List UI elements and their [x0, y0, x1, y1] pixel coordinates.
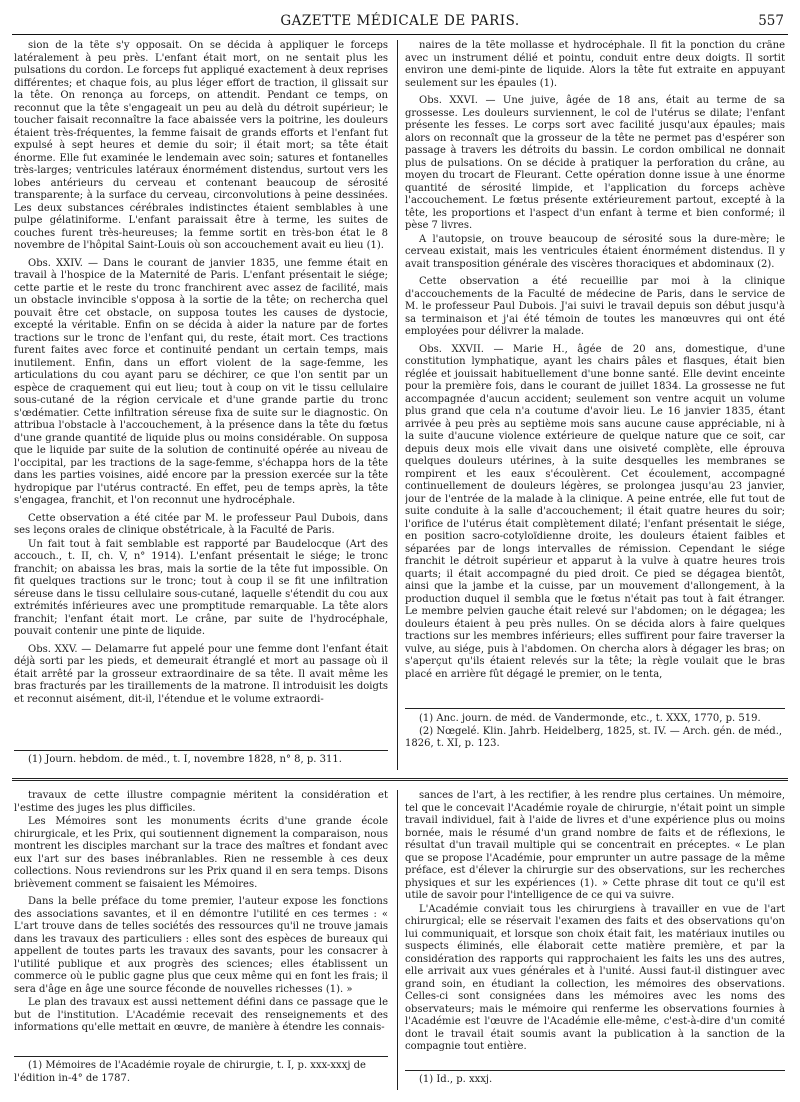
upper-right-column [405, 40, 785, 705]
paragraph-obs-xxvii: Obs. XXVII. — Marie H., âgée de 20 ans, domestique, d'une constitution lymphatique, ayant les chairs pâles et flasques, était bien réglée et jouissait habituellement d'une bonne santé. Elle devint enceinte pour la première fois, dans le courant de juillet 1834. La grossesse ne fut accompagnée d'aucun accident; seulement son ventre acquit un volume plus grand que cela n'a coutume d'avoir lieu. Le 16 janvier 1835, étant arrivée à peu près au septième mois sans aucune cause appréciable, ni à la suite d'aucune violence extérieure de quelque nature que ce soit, car depuis deux mois elle vivait dans une oisiveté complète, elle éprouva quelques douleurs utérines, à la suite desquelles les membranes se rompirent et les eaux s'écoulèrent. Cet écoulement, accompagné continuellement de douleurs légères, se prolongea jusqu'au 23 janvier, jour de l'entrée de la malade à la clinique. A peine entrée, elle fut tout de suite conduite à la salle d'accouchement; il était quatre heures du soir; l'orifice de l'utérus était complètement dilaté; l'enfant présentait le siége, en position sacro-cotyloïdienne droite, les douleurs étaient faibles et séparées par de longs intervalles de rémission. Cependant le siége franchit le détroit supérieur et apparut à la vulve à quatre heures trois quarts; il était accompagné du pied droit. Ce pied se dégagea bientôt, ainsi que la jambe et la cuisse, par un mouvement d'allongement, à la production duquel il sembla que le fœtus n'était pas tout à fait étranger. Le membre pelvien gauche était relevé sur l'abdomen; on le dégagea; les douleurs étaient à peu près nulles. On se décida alors à faire quelques tractions sur les membres inférieurs; elles suffirent pour faire traverser la vulve, au siége, puis à l'abdomen. On chercha alors à dégager les bras; on s'aperçut qu'ils étaient relevés sur la tête; la règle voulait que le bras placé en arrière fût dégagé le premier, on le tenta, [405, 343, 785, 680]
paragraph-obs-xxiv: Obs. XXIV. — Dans le courant de janvier 1835, une femme était en travail à l'hospice de la Maternité de Paris. L'enfant présentait le siége; cette partie et le reste du tronc franchirent avec assez de facilité, mais un obstacle invincible s'opposa à la sortie de la tête; on rechercha quel pouvait être cet obstacle, on supposa toutes les causes de dystocie, excepté la véritable. Enfin on se décida à aider la nature par de fortes tractions sur le tronc de l'enfant qui, du reste, était mort. Ces tractions furent faites avec force et continuité pendant un certain temps, mais inutilement. Enfin, dans un effort violent de la sage-femme, les articulations du cou ayant paru se déchirer, ce que l'on sentit par un espèce de craquement qui eut lieu; tout à coup on vit le tissu cellulaire sous-cutané de la région cervicale et d'une grande partie du tronc s'œdématier. Cette infiltration séreuse fixa de suite sur le diagnostic. On attribua l'obstacle à l'accouchement, à la présence dans la tête du fœtus d'une grande quantité de liquide plus ou moins considérable. On supposa que le liquide par suite de la solution de continuité opérée au niveau de l'occipital, par les tractions de la sage-femme, s'échappa hors de la tête dans les parties voisines, aidé encore par la pression exercée sur la tête hydropique par l'utérus contracté. En effet, peu de temps après, la tête s'engagea, franchit, et l'on reconnut une hydrocéphale. [14, 257, 388, 506]
paragraph-continuation: sion de la tête s'y opposait. On se décida à appliquer le forceps latéralement à peu près. L'enfant était mort, on ne sentait plus les pulsations du cordon. Le forceps fut appliqué exactement à deux reprises différentes; et chaque fois, au plus léger effort de traction, il glissait sur la tête. On renonça au forceps, on attendit. Pendant ce temps, on reconnut que la tête s'engageait un peu au delà du détroit supérieur; le toucher faisait reconnaître la face abaissée vers la poitrine, les douleurs étaient très-fréquentes, la femme faisait de grands efforts et l'enfant fut expulsé à sept heures et demie du soir; il était mort; sa tête était énorme. Elle fut examinée le lendemain avec soin; satures et fontanelles très-larges; ventricules latéraux énormément distendus, surtout vers les lobes antérieurs du cerveau et contenant beaucoup de sérosité transparente; à la surface du cerveau, circonvolutions à peine dessinées. Les deux substances cérébrales indistinctes étaient semblables à une pulpe gélatiniforme. L'enfant paraissait être à terme, les suites de couches furent très-heureuses; la femme sortit en très-bon état le 8 novembre de l'hôpital Saint-Louis où son accouchement avait eu lieu (1). [14, 40, 388, 251]
page-number: 557 [758, 13, 784, 29]
paragraph-academie: L'Académie conviait tous les chirurgiens à travailler en vue de l'art chirurgical; elle se réservait l'examen des faits et des observations qu'on lui communiquait, et lorsque son choix était fait, les matériaux inutiles ou suspects éliminés, elle élaborait cette matière première, et par la considération des rapports qui rapprochaient les faits les uns des autres, elle arrivait aux vues générales et à l'unité. Aussi faut-il distinguer avec grand soin, en étudiant la collection, les mémoires des observations. Celles-ci sont consignées dans les mémoires avec les noms des observateurs; mais le mémoire qui renferme les observations fournies à l'Académie est l'œuvre de l'Académie elle-même, c'est-à-dire d'un comité dont le travail était soumis avant la publication à la sanction de la compagnie tout entière. [405, 903, 785, 1052]
paragraph-clinique-note: Cette observation a été recueillie par moi à la clinique d'accouchements de la Faculté de médecine de Paris, dans le service de M. le professeur Paul Dubois. J'ai suivi le travail depuis son début jusqu'à sa terminaison et j'ai été témoin de toutes les manœuvres qui ont été employées pour délivrer la malade. [405, 276, 785, 337]
paragraph-obs-xxv: Obs. XXV. — Delamarre fut appelé pour une femme dont l'enfant était déjà sorti par les pieds, et demeurait étranglé et mort au passage où il était arrêté par la grosseur extraordinaire de sa tête. Il avait même les bras fracturés par les tiraillements de la matrone. Il introduisit les doigts et reconnut aisément, dit-il, l'étendue et le volume extraordi- [14, 643, 388, 705]
paragraph-dubois-citation: Cette observation a été citée par M. le professeur Paul Dubois, dans ses leçons orales de clinique obstétricale, à la Faculté de Paris. [14, 512, 388, 536]
lower-left-column [14, 790, 388, 1052]
lower-right-footnote: (1) Id., p. xxxj. [419, 1074, 493, 1085]
upper-left-column [14, 40, 388, 746]
lower-column-divider [397, 790, 398, 1090]
lower-right-column [405, 790, 785, 1066]
page-header [12, 10, 788, 35]
paragraph-preface: Dans la belle préface du tome premier, l'auteur expose les fonctions des associations savantes, et il en démontre l'utilité en ces termes : « L'art trouve dans de telles sociétés des ressources qu'il ne trouve jamais dans les travaux des particuliers : elles sont des espèces de bureaux qui appellent de toutes parts les travaux des savants, pour les consacrer à l'utilité publique et aux progrès des sciences; elles établissent un commerce où le public gagne plus que ceux même qui en font les frais; il sera d'âge en âge une source féconde de nouvelles richesses (1). » [14, 896, 388, 995]
upper-left-footnote: (1) Journ. hebdom. de méd., t. I, novembre 1828, n° 8, p. 311. [28, 754, 342, 765]
paragraph-continuation-right: naires de la tête mollasse et hydrocéphale. Il fit la ponction du crâne avec un instrument délié et pointu, conduit entre deux doigts. Il sortit environ une demi-pinte de liquide. Alors la tête fut extraite en appuyant seulement sur les épaules (1). [405, 40, 785, 89]
upper-left-footnote-rule [14, 750, 388, 751]
upper-column-divider [397, 40, 398, 770]
upper-right-footnote-rule [405, 708, 785, 709]
running-title: GAZETTE MÉDICALE DE PARIS. [280, 13, 520, 29]
paragraph-plan-travaux: Le plan des travaux est aussi nettement défini dans ce passage que le but de l'institution. L'Académie recevait des renseignements et des informations qu'elle mettait en œuvre, de manière à étendre les connais- [14, 997, 388, 1033]
paragraph-autopsie: A l'autopsie, on trouve beaucoup de sérosité sous la dure-mère; le cerveau existait, mais les ventricules étaient énormément distendus. Il y avait transposition générale des viscères thoraciques et abdominaux (2). [405, 233, 785, 270]
footnote-vandermonde: (1) Anc. journ. de méd. de Vandermonde, etc., t. XXX, 1770, p. 519. [419, 713, 761, 724]
upper-right-footnotes [405, 713, 785, 771]
section-divider [12, 778, 788, 781]
footnote-naegele: (2) Nœgelé. Klin. Jahrb. Heidelberg, 1825, st. IV. — Arch. gén. de méd., 1826, t. XI, p. 123. [405, 725, 783, 749]
paragraph-connaissances: sances de l'art, à les rectifier, à les rendre plus certaines. Un mémoire, tel que le concevait l'Académie royale de chirurgie, n'était point un simple travail individuel, fait à l'aide de livres et d'une expérience plus ou moins bornée, mais le résumé d'un grand nombre de faits et de réflexions, le résultat d'un travail multiple qui se concentrait en préceptes. « Le plan que se propose l'Académie, pour emprunter un autre passage de la même préface, est d'élever la chirurgie sur des observations, sur les recherches physiques et sur les expériences (1). » Cette phrase dit tout ce qu'il est utile de savoir pour l'intelligence de ce qui va suivre. [405, 790, 785, 901]
lower-left-footnote: (1) Mémoires de l'Académie royale de chirurgie, t. I, p. xxx-xxxj de l'édition in-4° de 1787. [14, 1060, 366, 1084]
paragraph-memoires: Les Mémoires sont les monuments écrits d'une grande école chirurgicale, et les Prix, qui soutiennent dignement la comparaison, nous montrent les disciples marchant sur la trace des maîtres et fondant avec eux l'art sur des bases inébranlables. Rien ne ressemble à ces deux collections. Nous reviendrons sur les Prix quand il en sera temps. Disons brièvement comment se faisaient les Mémoires. [14, 816, 388, 890]
paragraph-lower-continuation: travaux de cette illustre compagnie méritent la considération et l'estime des juges les plus difficiles. [14, 790, 388, 814]
paragraph-baudelocque: Un fait tout à fait semblable est rapporté par Baudelocque (Art des accouch., t. II, ch. V, n° 1914). L'enfant présentait le siége; le tronc franchit; on abaissa les bras, mais la sortie de la tête fut impossible. On fit quelques tractions sur le tronc; tout à coup il se fit une infiltration séreuse dans le tissu cellulaire sous-cutané, laquelle s'étendit du cou aux extrémités inférieures avec une promptitude remarquable. La tête alors franchit; l'enfant était mort. Le crâne, par suite de l'hydrocéphale, pouvait contenir une pinte de liquide. [14, 538, 388, 637]
paragraph-obs-xxvi: Obs. XXVI. — Une juive, âgée de 18 ans, était au terme de sa grossesse. Les douleurs surviennent, le col de l'utérus se dilate; l'enfant présente les fesses. Le corps sort avec facilité jusqu'aux épaules; mais alors on reconnaît que la grosseur de la tête ne permet pas d'espérer son passage à travers les détroits du bassin. Le cordon ombilical ne donnait plus de pulsations. On se décide à pratiquer la perforation du crâne, au moyen du trocart de Fleurant. Cette opération donne issue à une énorme quantité de sérosité limpide, et l'application du forceps achève l'accouchement. Le fœtus présente extérieurement partout, excepté à la tête, les proportions et l'aspect d'un enfant à terme et bien conformé; il pèse 7 livres. [405, 95, 785, 231]
lower-left-footnote-rule [14, 1056, 388, 1057]
lower-right-footnote-rule [405, 1070, 785, 1071]
